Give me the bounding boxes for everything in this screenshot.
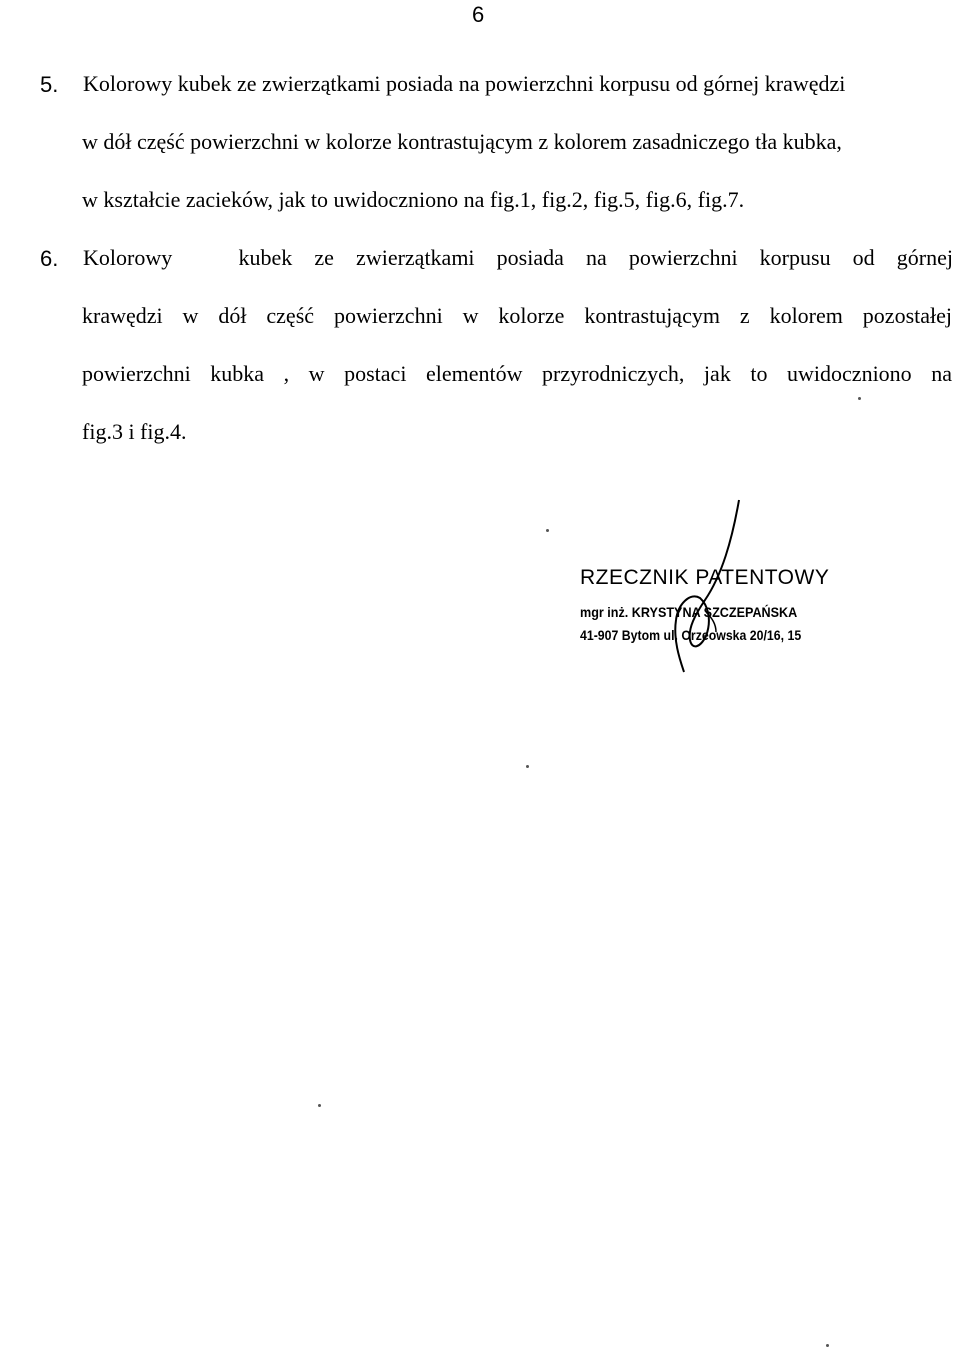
- claim-5-number: 5.: [40, 72, 59, 97]
- attorney-stamp: [580, 566, 870, 666]
- scan-speck: [826, 1344, 829, 1347]
- claim-6-line-4: fig.3 i fig.4.: [82, 419, 187, 444]
- scan-speck: [526, 765, 529, 768]
- stamp-name: mgr inż. KRYSTYNA SZCZEPAŃSKA: [580, 604, 798, 620]
- stamp-title: RZECZNIK PATENTOWY: [580, 566, 830, 589]
- page-number: 6: [472, 2, 485, 27]
- scan-speck: [318, 1104, 321, 1107]
- stamp-address: 41-907 Bytom ul. Orzeowska 20/16, 15: [580, 627, 802, 643]
- claim-5-line-1: Kolorowy kubek ze zwierzątkami posiada na powierzchni korpusu od górnej krawędzi: [83, 71, 846, 96]
- scan-speck: [858, 397, 861, 400]
- claim-6-line-3: powierzchni kubka , w postaci elementów przyrodniczych, jak to uwidoczniono na: [82, 361, 952, 386]
- claim-6-number: 6.: [40, 246, 59, 271]
- claim-5-line-2: w dół część powierzchni w kolorze kontrastującym z kolorem zasadniczego tła kubka,: [82, 129, 842, 154]
- claim-6-line-2: krawędzi w dół część powierzchni w kolorze kontrastującym z kolorem pozostałej: [82, 303, 952, 328]
- claim-5-line-3: w kształcie zacieków, jak to uwidoczniono na fig.1, fig.2, fig.5, fig.6, fig.7.: [82, 187, 745, 212]
- claim-6-line-1: Kolorowy kubek ze zwierzątkami posiada na powierzchni korpusu od górnej: [83, 245, 953, 270]
- scan-speck: [546, 529, 549, 532]
